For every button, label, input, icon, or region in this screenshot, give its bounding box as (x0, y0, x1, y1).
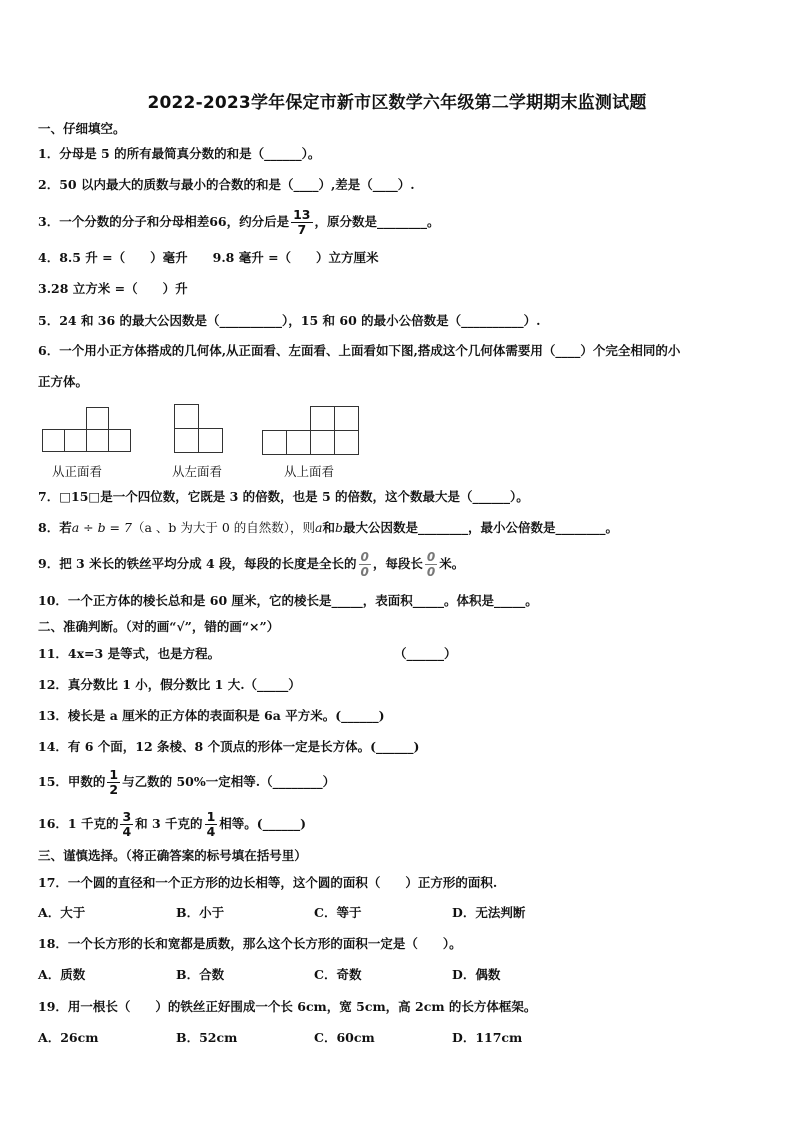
fraction-one-quarter (205, 810, 218, 839)
question-2: 2．50 以内最大的质数与最小的合数的和是（____）,差是（____）. (38, 177, 415, 192)
question-17: 17．一个圆的直径和一个正方形的边长相等，这个圆的面积（ ）正方形的面积. (38, 875, 498, 890)
question-3-text: 3．一个分数的分子和分母相差66，约分后是 (38, 214, 290, 229)
fraction-one-half (107, 768, 120, 797)
option-a: A．大于 (38, 905, 86, 920)
question-18: 18．一个长方形的长和宽都是质数，那么这个长方形的面积一定是（ ）。 (38, 936, 462, 951)
question-10: 10．一个正方体的棱长总和是 60 厘米，它的棱长是_____，表面积_____。体积是_____。 (38, 593, 538, 608)
fraction-numerator: 3 (122, 808, 132, 824)
top-view-caption: 从上面看 (284, 464, 335, 479)
fraction-three-quarters (120, 810, 133, 839)
question-16 (38, 806, 306, 842)
option-a: A．质数 (38, 967, 86, 982)
option-c: C．奇数 (314, 967, 362, 982)
fraction-numerator: 0 (360, 549, 369, 564)
fraction-numerator: 0 (426, 549, 436, 564)
three-views-figure (0, 400, 794, 490)
question-8-tail: 最大公因数是________，最小公倍数是________。 (343, 520, 619, 535)
question-4: 4．8.5 升 =（ ）毫升 9.8 毫升 =（ ）立方厘米 (38, 250, 379, 265)
variable-b: b (334, 520, 343, 535)
option-d: D．117cm (452, 1030, 523, 1045)
top-view-grid (262, 405, 364, 455)
option-d: D．偶数 (452, 967, 501, 982)
fraction-denominator: 7 (297, 221, 307, 237)
question-1: 1．分母是 5 的所有最简真分数的和是（______）。 (38, 146, 321, 161)
section-3-heading: 三、谨慎选择。（将正确答案的标号填在括号里） (38, 848, 307, 863)
fraction-denominator: 0 (426, 564, 436, 579)
fraction-13-7 (291, 208, 312, 237)
question-3 (38, 205, 440, 239)
option-a: A．26cm (38, 1030, 99, 1045)
question-14: 14．有 6 个面，12 条棱、8 个顶点的形体一定是长方体。(______) (38, 739, 420, 754)
question-6-continued: 正方体。 (38, 374, 89, 389)
fraction-denominator: 4 (122, 823, 132, 839)
question-8-condition: （a 、b 为大于 0 的自然数），则 (131, 520, 316, 535)
option-b: B．合数 (176, 967, 225, 982)
section-2-heading: 二、准确判断。（对的画“√”，错的画“×”） (38, 619, 280, 634)
top-view (262, 405, 364, 455)
question-16-lead: 16．1 千克的 (38, 816, 119, 831)
question-19: 19．用一根长（ ）的铁丝正好围成一个长 6cm，宽 5cm，高 2cm 的长方体框架。 (38, 999, 537, 1014)
left-view-caption: 从左面看 (172, 464, 223, 479)
question-8-and: 和 (322, 520, 335, 535)
left-view-grid (174, 404, 226, 454)
question-19-options (38, 1029, 598, 1047)
fraction-placeholder-1 (359, 550, 371, 579)
option-c: C．等于 (314, 905, 362, 920)
front-view-grid (42, 406, 134, 454)
variable-a: a (315, 520, 323, 535)
fraction-denominator: 2 (109, 781, 119, 797)
question-11 (38, 645, 458, 663)
question-18-options (38, 966, 598, 984)
front-view (42, 406, 134, 454)
question-9 (38, 547, 464, 581)
question-17-options (38, 904, 598, 922)
question-3-tail: ，原分数是________。 (314, 214, 440, 229)
left-view (174, 404, 226, 454)
question-9-mid: ，每段长 (372, 556, 423, 571)
question-13: 13．棱长是 a 厘米的正方体的表面积是 6a 平方米。(______) (38, 708, 385, 723)
fraction-numerator: 1 (206, 808, 216, 824)
question-8 (38, 519, 618, 537)
page-title: 2022-2023学年保定市新市区数学六年级第二学期期末监测试题 (147, 93, 647, 113)
question-6: 6．一个用小正方体搭成的几何体,从正面看、左面看、上面看如下图,搭成这个几何体需要用（____）个完全相同的小 (38, 343, 681, 358)
question-9-tail: 米。 (439, 556, 465, 571)
question-15-tail: 与乙数的 50%一定相等.（________） (122, 774, 336, 789)
fraction-denominator: 4 (206, 823, 216, 839)
question-12: 12．真分数比 1 小，假分数比 1 大.（_____） (38, 677, 301, 692)
question-8-expression: a ÷ b = 7 (71, 520, 132, 535)
option-d: D．无法判断 (452, 905, 526, 920)
question-11-blank: （______） (394, 646, 457, 661)
option-c: C．60cm (314, 1030, 375, 1045)
question-16-tail: 相等。(______) (219, 816, 307, 831)
fraction-numerator: 1 (109, 766, 119, 782)
question-5: 5．24 和 36 的最大公因数是（__________），15 和 60 的最小公倍数是（__________）. (38, 313, 541, 328)
section-1-heading: 一、仔细填空。 (38, 121, 126, 136)
question-15 (38, 764, 335, 800)
question-4-continued: 3.28 立方米 =（ ）升 (38, 281, 188, 296)
option-b: B．小于 (176, 905, 225, 920)
question-8-lead: 8．若 (38, 520, 72, 535)
fraction-denominator: 0 (360, 564, 369, 579)
option-b: B．52cm (176, 1030, 238, 1045)
fraction-placeholder-2 (425, 550, 437, 579)
front-view-caption: 从正面看 (52, 464, 103, 479)
question-11-text: 11．4x=3 是等式，也是方程。 (38, 646, 221, 661)
question-7: 7．□15□是一个四位数，它既是 3 的倍数，也是 5 的倍数，这个数最大是（______）。 (38, 489, 529, 504)
fraction-numerator: 13 (293, 206, 311, 222)
question-9-lead: 9．把 3 米长的铁丝平均分成 4 段，每段的长度是全长的 (38, 556, 357, 571)
question-15-lead: 15．甲数的 (38, 774, 106, 789)
question-16-mid: 和 3 千克的 (135, 816, 203, 831)
